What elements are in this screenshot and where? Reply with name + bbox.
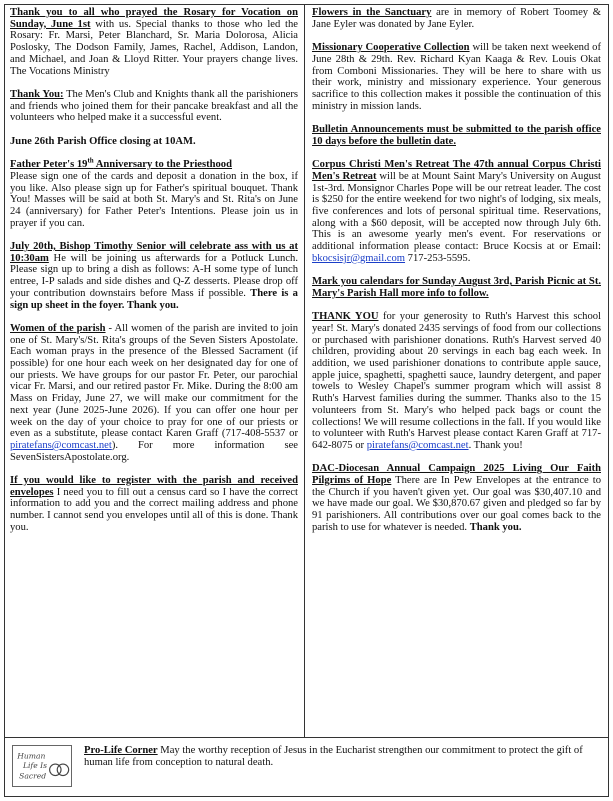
women-body: - All women of the parish are invited to join one of St. Mary's/St. Rita's groups of the Seven Sisters Apostolate. Each woman prays in the presence of the Blessed Sacrament (if possible) for one hour each week on her designated day for one of our priests. We have groups for our pastor Fr. Peter, our parochial vicar Fr. Marsi, and our retired pastor Fr. Mike. During the 8:00 am Mass on Friday, June 27, we will make our commitment for the next year (June 2025-June 2026). If you can offer one hour per week on the day of your choice to pray for one of our priests or even as a substitute, please contact Karen Graff (717-408-5537 or bbox=[10, 322, 298, 440]
missionary-body: will be taken next weekend of June 28th & 29th. Rev. Richard Kyan Kaaga & Rev. Louis Okat from Comboni Missionaries. They will be here to share with us their work, ministry and missionary experience. Your generous sacrifice to this collection makes it possible the continuation of this ministry in mission lands. bbox=[312, 42, 601, 112]
pro-life-body: May the worthy reception of Jesus in the Eucharist strengthen our commitment to protect the gift of human life from conception to natural death. bbox=[84, 745, 583, 768]
pro-life-heading: Pro-Life Corner bbox=[84, 745, 158, 756]
dac-heading: DAC-Diocesan Annual Campaign 2025 Living Our Faith Pilgrims of Hope bbox=[312, 463, 601, 487]
logo-line-human: Human bbox=[17, 751, 46, 761]
rosary-body: with us. Special thanks to those who led the Rosary: Fr. Marsi, Peter Blanchard, Sr. Maria Dolorosa, Alicia Poslosky, The Dodson Family, James, Rachel, Addison, Landon, and Michael, and Joan & Lloyd Ritter. Your prayers change lives. The Vocations Ministry bbox=[10, 18, 298, 77]
flowers-body: are in memory of Robert Toomey & Jane Eyler was donated by Jane Eyler. bbox=[312, 7, 601, 30]
dac-thank-you: Thank you. bbox=[469, 521, 522, 533]
missionary-notice bbox=[312, 42, 601, 112]
pro-life-text bbox=[84, 745, 596, 769]
mens-club-notice bbox=[10, 89, 298, 124]
flowers-heading: Flowers in the Sanctuary bbox=[312, 7, 432, 18]
anniversary-notice bbox=[10, 156, 298, 229]
register-heading: If you would like to register with the parish and received envelopes bbox=[10, 475, 298, 498]
women-tail: ). For more information see SevenSistersApostolate.org. bbox=[10, 439, 298, 463]
logo-line-sacred: Sacred bbox=[19, 771, 47, 781]
mens-club-body: The Men's Club and Knights thank all the parishioners and friends who joined them for their pancake breakfast and all the volunteers who helped make it a successful event. bbox=[10, 88, 298, 124]
harvest-heading: THANK YOU bbox=[312, 311, 379, 323]
right-column bbox=[312, 7, 601, 545]
retreat-email-link[interactable]: bkocsisjr@gmail.com bbox=[312, 252, 406, 264]
left-column bbox=[10, 7, 298, 545]
dac-notice bbox=[312, 463, 601, 533]
retreat-body: will be at Mount Saint Mary's University on August 1st-3rd. Monsignor Charles Pope will be our retreat leader. The cost is $250 for the entire weekend for two night's of lodging, six meals, five conferences and lots of personal spiritual time. Reservations, along with a $60 deposit, will be accepted now through July 6th. This is an awesome yearly men's event. For reservations or additional information please contact: Bruce Kocsis at or Email: bbox=[312, 170, 602, 253]
pro-life-corner bbox=[10, 741, 603, 793]
anniversary-heading-sup: th bbox=[87, 156, 94, 165]
register-body: I need you to fill out a census card so I have the correct information to add you and the correct mailing address and phone number. I cannot send you envelopes until all of this is done. Thank you. bbox=[10, 486, 298, 533]
picnic-notice: Mark you calendars for Sunday August 3rd, Parish Picnic at St. Mary's Parish Hall more info to follow. bbox=[312, 276, 601, 299]
logo-circle-right bbox=[57, 764, 68, 775]
harvest-email-link[interactable]: piratefans@comcast.net bbox=[366, 439, 469, 451]
bishop-heading: July 20th, Bishop Timothy Senior will celebrate ass with us at 10:30am bbox=[10, 241, 298, 264]
ruths-harvest-notice bbox=[312, 311, 601, 451]
human-life-logo bbox=[12, 745, 72, 787]
anniversary-body: Please sign one of the cards and deposit a donation in the box, if you like. Also please sign up for Father's spiritual bouquet. Thank You! Masses will be said at both St. Mary's and St. Rita's on June 24 (anniversary) for Father Peter's Intentions. Please join us in prayer if you can. bbox=[10, 170, 298, 229]
anniversary-heading-b: Anniversary to the Priesthood bbox=[93, 159, 233, 171]
anniversary-heading bbox=[10, 156, 233, 171]
rosary-heading: Thank you to all who prayed the Rosary for Vocation on Sunday, June 1st bbox=[10, 7, 298, 30]
harvest-tail: . Thank you! bbox=[468, 439, 523, 451]
dac-body: There are In Pew Envelopes at the entrance to the Church if you haven't given yet. Our goal was $30,407.10 and we have made our goal. We $30,870.67 given and pledged so far by 91 parishioners. All contributions over our goal comes back to the parish to use for whatever is needed. bbox=[312, 475, 601, 533]
retreat-tail: 717-253-5595. bbox=[405, 252, 471, 264]
women-notice bbox=[10, 323, 298, 463]
harvest-body: for your generosity to Ruth's Harvest this school year! St. Mary's donated 2435 servings of food from our collections or purchased with parishioner donations. Ruth's Harvest served 40 children, providing about 20 servings in each bag each week. In addition, we used parishioner donations to contribute apple sauce, apple juice, spaghetti, spaghetti sauce, laundry detergent, and paper towels to Wesley Chapel's summer program which will assist 8 Ruth's Harvest families during the summer. Thanks also to the 15 volunteers from St. Mary's who helped pack bags or count the collections! We will resume collections in the fall. If you would like to volunteer with Ruth's Harvest please contact Karen Graff at 717-642-8075 or bbox=[312, 311, 601, 451]
missionary-heading: Missionary Cooperative Collection bbox=[312, 42, 470, 54]
rosary-notice bbox=[10, 7, 298, 77]
retreat-heading: Corpus Christi Men's Retreat The 47th annual Corpus Christi Men's Retreat bbox=[312, 159, 601, 182]
office-closing-notice: June 26th Parish Office closing at 10AM. bbox=[10, 135, 196, 147]
register-notice bbox=[10, 475, 298, 534]
logo-line-life: Life Is bbox=[22, 760, 48, 770]
women-heading: Women of the parish bbox=[10, 322, 106, 334]
footer-divider bbox=[4, 737, 609, 738]
mens-club-heading: Thank You: bbox=[10, 88, 64, 100]
flowers-notice bbox=[312, 7, 601, 30]
women-email-link[interactable]: piratefans@comcast.net bbox=[10, 439, 112, 451]
column-divider bbox=[304, 4, 305, 738]
anniversary-heading-a: Father Peter's 19 bbox=[10, 159, 88, 171]
bulletin-deadline-notice: Bulletin Announcements must be submitted to the parish office 10 days before the bulletin date. bbox=[312, 124, 601, 147]
bishop-body: He will be joining us afterwards for a Potluck Lunch. Please sign up to bring a dish as follows: A-H some type of lunch entree, I-P salads and side dishes and Q-Z desserts. Please drop off your contribution downstairs before Mass if possible. bbox=[10, 252, 298, 299]
bishop-visit-notice bbox=[10, 241, 298, 311]
human-life-logo-art bbox=[13, 746, 71, 786]
bishop-signup-line: There is a sign up sheet in the foyer. Thank you. bbox=[10, 287, 298, 311]
retreat-notice bbox=[312, 159, 601, 264]
